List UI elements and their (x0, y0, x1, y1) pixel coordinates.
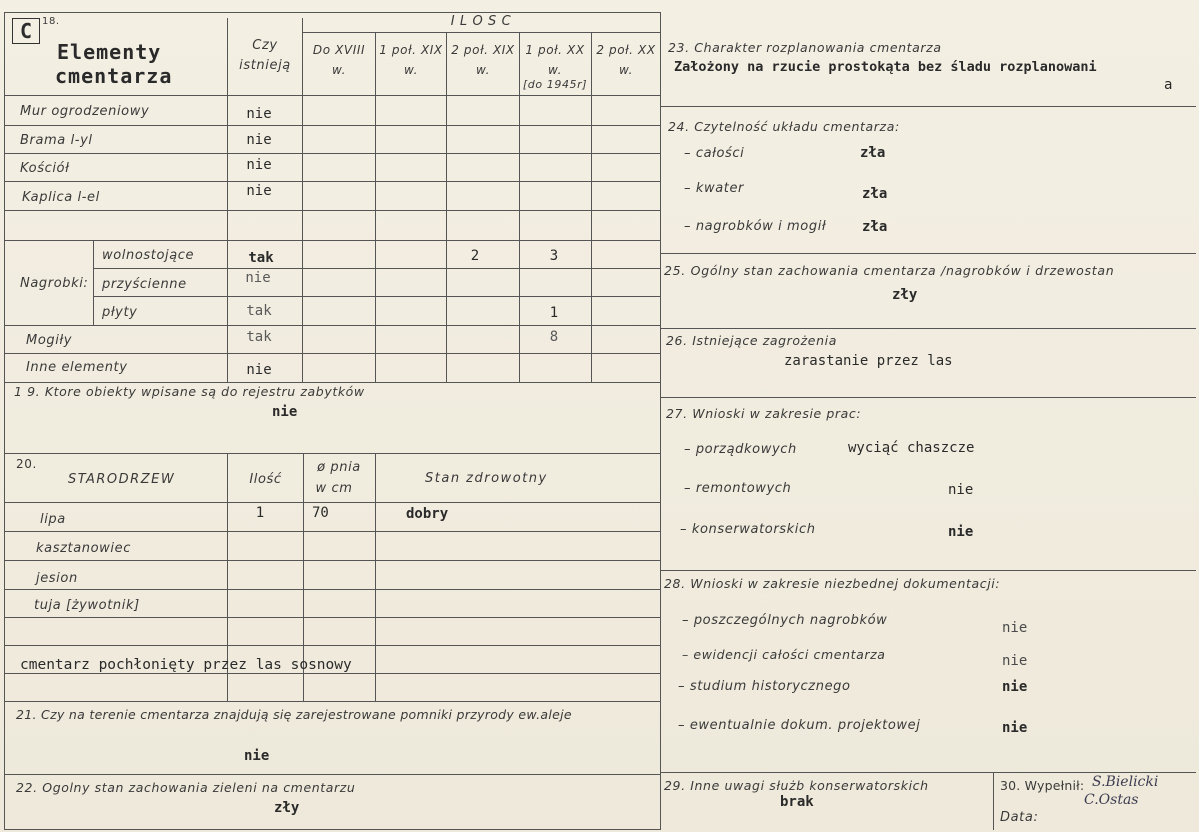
row-line (4, 589, 660, 590)
q20-col-wcm: w cm (315, 481, 353, 496)
row-line (93, 296, 660, 297)
row-line (4, 95, 660, 96)
q26-label: 26. Istniejące zagrożenia (666, 333, 837, 348)
right-row-line (660, 570, 1196, 571)
row-value-przyscienne: nie (245, 270, 271, 286)
q28-studium-val: nie (1002, 679, 1028, 695)
q24-nagrobkow: – nagrobków i mogił (684, 219, 827, 234)
tree-jesion: jesion (36, 571, 78, 586)
q20-starodrzew: STARODRZEW (68, 472, 176, 487)
col-header-1pol19: 1 poł. XIX w. (379, 43, 443, 77)
right-row-line (660, 253, 1196, 254)
row-value-mogily-1pol20: 8 (549, 329, 559, 345)
q19-answer: nie (272, 404, 298, 420)
q24-label: 24. Czytelność układu cmentarza: (668, 119, 900, 134)
q20-col-stan: Stan zdrowotny (425, 471, 548, 486)
right-col-line-29 (993, 772, 994, 830)
q27-konserwatorskich: – konserwatorskich (680, 522, 816, 537)
row-label-plyty: płyty (102, 305, 138, 320)
q24-calosci: – całości (684, 146, 745, 161)
row-line (4, 181, 660, 182)
col-header-1pol20-sub: [do 1945r] (522, 78, 588, 91)
q28-nagrobkow-val: nie (1002, 620, 1028, 636)
section-number: 18. (42, 16, 60, 27)
row-value-mogily: tak (246, 329, 272, 345)
q28-nagrobkow: – poszczególnych nagrobków (682, 613, 888, 628)
row-label-kaplica: Kaplica l-el (22, 190, 100, 205)
row-value-wolnostojace: tak (248, 250, 274, 266)
right-row-line (660, 772, 1196, 773)
q24-calosci-val: zła (860, 145, 886, 161)
q30-signature-1: S.Bielicki (1092, 774, 1159, 790)
row-value-plyty: tak (246, 303, 272, 319)
row-line (4, 774, 660, 775)
q23-answer-cont: a (1164, 77, 1173, 93)
row-value-brama: nie (246, 132, 272, 148)
row-line (4, 240, 660, 241)
q27-remontowych: – remontowych (684, 481, 792, 496)
col-header-ilosc: I L O S C (450, 14, 512, 29)
nagrobki-divider (93, 240, 94, 325)
q29-answer: brak (780, 794, 814, 810)
row-line (4, 382, 660, 383)
q30-signature-2: C.Ostas (1084, 792, 1139, 808)
row-line (4, 210, 660, 211)
col-line-2pol19 (446, 32, 447, 382)
q28-projektowej: – ewentualnie dokum. projektowej (678, 718, 921, 733)
q24-kwater: – kwater (684, 181, 744, 196)
q22-answer: zły (274, 800, 300, 816)
center-divider (660, 12, 661, 830)
right-row-line (660, 106, 1196, 107)
q23-answer: Założony na rzucie prostokąta bez śladu rozplanowani (674, 59, 1097, 75)
row-line (4, 153, 660, 154)
col-header-2pol20: 2 poł. XX w. (596, 43, 656, 77)
q27-remontowych-val: nie (948, 482, 974, 498)
q23-label: 23. Charakter rozplanowania cmentarza (668, 40, 942, 55)
q25-answer: zły (892, 287, 918, 303)
tree-kasztanowiec: kasztanowiec (36, 541, 131, 556)
row-line (4, 531, 660, 532)
col-header-czy: Czy istnieją (239, 38, 291, 73)
q27-label: 27. Wnioski w zakresie prac: (666, 406, 862, 421)
right-row-line (660, 397, 1196, 398)
row-line (4, 673, 660, 674)
row-value-kaplica: nie (246, 183, 272, 199)
q28-ewidencji: – ewidencji całości cmentarza (682, 647, 886, 662)
right-row-line (660, 328, 1196, 329)
row-label-mur: Mur ogrodzeniowy (20, 104, 150, 119)
row-line (4, 560, 660, 561)
tree-tuja: tuja [żywotnik] (34, 598, 140, 613)
q22-label: 22. Ogolny stan zachowania zieleni na cmentarzu (16, 780, 356, 795)
q19-label: 1 9. Ktore obiekty wpisane są do rejestru zabytków (14, 384, 365, 399)
row-label-kosciol: Kościół (20, 161, 70, 176)
row-value-wolnostojace-2pol19: 2 (470, 248, 480, 264)
q30-data-label: Data: (1000, 810, 1039, 825)
row-line (4, 325, 660, 326)
col-line-1pol19 (375, 32, 376, 382)
tree-note: cmentarz pochłonięty przez las sosnowy (20, 657, 352, 673)
section-title: Elementy cmentarza (55, 40, 173, 88)
q27-konserwatorskich-val: nie (948, 524, 974, 540)
q25-label: 25. Ogólny stan zachowania cmentarza /nagrobków i drzewostan (664, 263, 1115, 278)
q24-kwater-val: zła (862, 186, 888, 202)
q27-porzadkowych: – porządkowych (684, 442, 797, 457)
tree-lipa-pien: 70 (312, 505, 329, 521)
q20-col-pnia: ø pnia (317, 460, 361, 475)
q28-projektowej-val: nie (1002, 720, 1028, 736)
row-value-kosciol: nie (246, 157, 272, 173)
frame-left (4, 12, 5, 830)
col-line-2pol20 (591, 32, 592, 382)
row-value-plyty-1pol20: 1 (549, 305, 559, 321)
row-value-wolnostojace-1pol20: 3 (549, 248, 559, 264)
q20-col-ilosc: Ilość (249, 472, 282, 487)
q29-label: 29. Inne uwagi służb konserwatorskich (664, 778, 929, 793)
row-line (4, 453, 660, 454)
q28-studium: – studium historycznego (678, 679, 851, 694)
row-line (4, 353, 660, 354)
row-label-inne: Inne elementy (26, 360, 128, 375)
tree-lipa: lipa (40, 512, 66, 527)
col-header-do18: Do XVIII w. (312, 43, 366, 77)
q21-label: 21. Czy na terenie cmentarza znajdują się zarejestrowane pomniki przyrody ew.aleje (16, 707, 572, 722)
tree-lipa-ilosc: 1 (255, 505, 265, 521)
row-line (4, 645, 660, 646)
row-label-nagrobki: Nagrobki: (20, 276, 89, 291)
q28-ewidencji-val: nie (1002, 653, 1028, 669)
q27-porzadkowych-val: wyciąć chaszcze (848, 440, 975, 456)
row-label-wolnostojace: wolnostojące (102, 248, 195, 263)
row-line (4, 125, 660, 126)
row-label-brama: Brama l-yl (20, 133, 93, 148)
tree-lipa-stan: dobry (406, 506, 449, 522)
row-line (93, 268, 660, 269)
col-header-1pol20: 1 poł. XX w. (525, 43, 585, 77)
q30-label: 30. Wypełnił: (1000, 778, 1085, 793)
tree-col-stan (375, 453, 376, 701)
row-line (4, 701, 660, 702)
ilosc-line (302, 32, 660, 33)
frame-top (4, 12, 660, 13)
section-letter: C (12, 18, 40, 44)
q26-answer: zarastanie przez las (784, 353, 953, 369)
col-header-2pol19: 2 poł. XIX w. (451, 43, 515, 77)
row-value-mur: nie (246, 106, 272, 122)
q28-label: 28. Wnioski w zakresie niezbednej dokumentacji: (664, 576, 1001, 591)
row-line (4, 617, 660, 618)
q21-answer: nie (244, 748, 270, 764)
row-label-przyscienne: przyścienne (102, 277, 187, 292)
q20-number: 20. (16, 457, 37, 471)
row-value-inne: nie (246, 362, 272, 378)
col-line-do18 (302, 18, 303, 382)
q24-nagrobkow-val: zła (862, 219, 888, 235)
row-label-mogily: Mogiły (26, 333, 73, 348)
frame-bottom-left (4, 829, 660, 830)
row-line (4, 502, 660, 503)
